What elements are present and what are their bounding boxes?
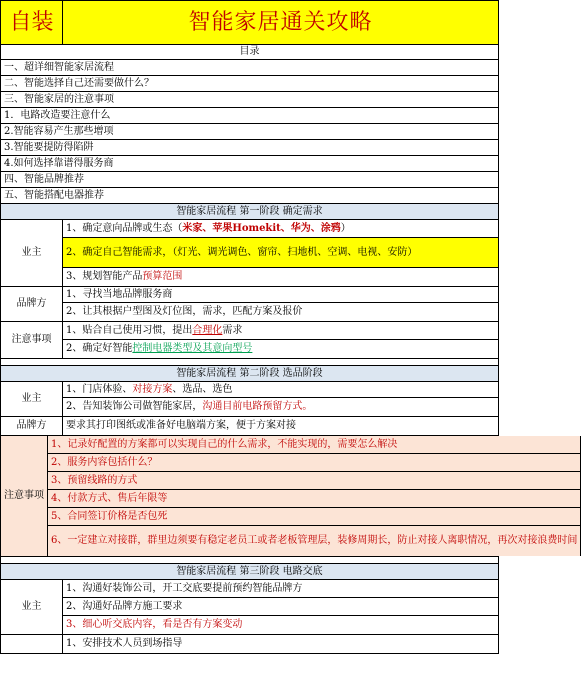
spacer-cell xyxy=(1,359,499,365)
toc-item xyxy=(1,172,499,188)
phase1-brand-label: 品牌方 xyxy=(1,287,63,321)
phase1-owner-item-3 xyxy=(63,268,499,286)
title-row xyxy=(1,1,499,45)
phase2-brand-item-1: 要求其打印图纸或准备好电脑端方案，便于方案对接 xyxy=(63,417,499,435)
phase1-notes-item-1-highlight: 合理化 xyxy=(192,324,223,336)
phase2-notes-item-5: 5、合同签订价格是否包死 xyxy=(48,508,581,526)
toc-item xyxy=(1,60,499,76)
phase1-notes-item-1 xyxy=(63,322,499,340)
spacer-cell xyxy=(1,557,499,563)
phase2-owner-item-1-end: 、选品、选色 xyxy=(172,383,233,395)
phase2-owner-item-2-text: 2、告知装饰公司做智能家居， xyxy=(66,401,203,412)
page-title: 智能家居通关攻略 xyxy=(63,1,499,44)
phase1-owner-block xyxy=(1,220,499,287)
phase3-owner-item-2: 2、沟通好品牌方施工要求 xyxy=(63,598,499,616)
phase2-header-row xyxy=(1,366,499,382)
phase1-brand-item-2: 2、让其根据户型图及灯位图，需求，匹配方案及报价 xyxy=(63,303,499,321)
toc-header: 目录 xyxy=(1,45,499,59)
phase1-notes-item-2-highlight: 控制电器类型及其意向型号 xyxy=(132,343,253,354)
phase1-owner-item-2: 2、确定自己智能需求，（灯光、调光调色、窗帘、扫地机、空调、电视、安防） xyxy=(63,238,499,268)
phase2-notes-item-4: 4、付款方式、售后年限等 xyxy=(48,490,581,508)
toc-item xyxy=(1,76,499,92)
phase3-header: 智能家居流程 第三阶段 电路交底 xyxy=(1,564,499,579)
phase1-notes-item-2 xyxy=(63,340,499,358)
toc-item xyxy=(1,156,499,172)
phase1-brand-item-1: 1、寻找当地品牌服务商 xyxy=(63,287,499,303)
toc-item-label: 4.如何选择靠谱得服务商 xyxy=(1,156,499,171)
phase1-owner-item-1-close: ） xyxy=(340,222,351,234)
toc-header-row xyxy=(1,45,499,60)
phase3-owner-block xyxy=(1,580,499,635)
phase2-notes-item-3: 3、预留线路的方式 xyxy=(48,472,581,490)
phase2-notes-label: 注意事项 xyxy=(1,436,48,556)
phase2-notes-item-6: 6、一定建立对接群，群里边须要有稳定老员工或者老板管理层，装修周期长，防止对接人离职情况，再次对接浪费时间 xyxy=(48,526,581,556)
phase2-notes-item-1: 1、记录好配置的方案都可以实现自己的什么需求，不能实现的，需要怎么解决 xyxy=(48,436,581,454)
phase2-owner-item-1 xyxy=(63,382,499,398)
phase2-notes-block xyxy=(1,436,578,557)
toc-item xyxy=(1,124,499,140)
phase1-owner-item-3-budget: 预算范围 xyxy=(142,271,183,282)
toc-item xyxy=(1,92,499,108)
toc-item-label: 3.智能要提防得陷阱 xyxy=(1,140,499,155)
phase2-header: 智能家居流程 第二阶段 选品阶段 xyxy=(1,366,499,381)
toc-item-label: 1．电路改造要注意什么 xyxy=(1,108,499,123)
phase1-notes-item-2-text: 2、确定好智能 xyxy=(66,343,133,354)
spacer-row xyxy=(1,557,499,564)
toc-item-label: 四、智能品牌推荐 xyxy=(1,172,499,187)
toc-item-label: 2.智能容易产生那些增项 xyxy=(1,124,499,139)
phase2-notes-item-2: 2、服务内容包括什么？ xyxy=(48,454,581,472)
title-left-cell: 自装 xyxy=(1,1,63,44)
toc-item-label: 三、智能家居的注意事项 xyxy=(1,92,499,107)
toc-item-label: 二、智能选择自己还需要做什么？ xyxy=(1,76,499,91)
phase1-owner-item-1-text: 1、确定意向品牌或生态（ xyxy=(66,222,183,234)
phase1-brand-block xyxy=(1,287,499,322)
toc-item xyxy=(1,188,499,204)
phase2-brand-block xyxy=(1,417,499,436)
phase2-owner-item-1-text: 1、门店体验、 xyxy=(66,383,133,395)
phase1-owner-label: 业主 xyxy=(1,220,63,286)
phase3-owner-item-1: 1、沟通好装饰公司，开工交底要提前预约智能品牌方 xyxy=(63,580,499,598)
toc-item-label: 一、超详细智能家居流程 xyxy=(1,60,499,75)
phase1-owner-item-1 xyxy=(63,220,499,238)
phase1-owner-item-1-brands: 米家、苹果Homekit、华为、涂鸦 xyxy=(182,222,341,234)
phase2-owner-item-2-highlight: 沟通目前电路预留方式。 xyxy=(202,401,313,412)
phase2-owner-label: 业主 xyxy=(1,382,63,416)
phase1-notes-item-1-text: 1、贴合自己使用习惯，提出 xyxy=(66,324,193,336)
spacer-row xyxy=(1,359,499,366)
phase3-next-block xyxy=(1,635,499,654)
phase3-owner-label: 业主 xyxy=(1,580,63,634)
phase1-owner-item-3-text: 3、规划智能产品 xyxy=(66,271,143,282)
toc-item-label: 五、智能搭配电器推荐 xyxy=(1,188,499,203)
phase2-brand-label: 品牌方 xyxy=(1,417,63,435)
phase1-header: 智能家居流程 第一阶段 确定需求 xyxy=(1,204,499,219)
phase1-notes-item-1-end: 需求 xyxy=(222,324,243,336)
toc-item xyxy=(1,140,499,156)
phase1-header-row xyxy=(1,204,499,220)
phase3-next-item-1: 1、安排技术人员到场指导 xyxy=(63,635,499,653)
phase2-owner-item-1-highlight: 对接方案 xyxy=(132,383,173,395)
phase2-owner-block xyxy=(1,382,499,417)
phase3-next-label xyxy=(1,635,63,653)
phase3-header-row xyxy=(1,564,499,580)
phase3-owner-item-3: 3、细心听交底内容，看是否有方案变动 xyxy=(63,616,499,634)
phase2-owner-item-2 xyxy=(63,398,499,416)
phase1-notes-label: 注意事项 xyxy=(1,322,63,358)
phase1-notes-block xyxy=(1,322,499,359)
toc-item xyxy=(1,108,499,124)
